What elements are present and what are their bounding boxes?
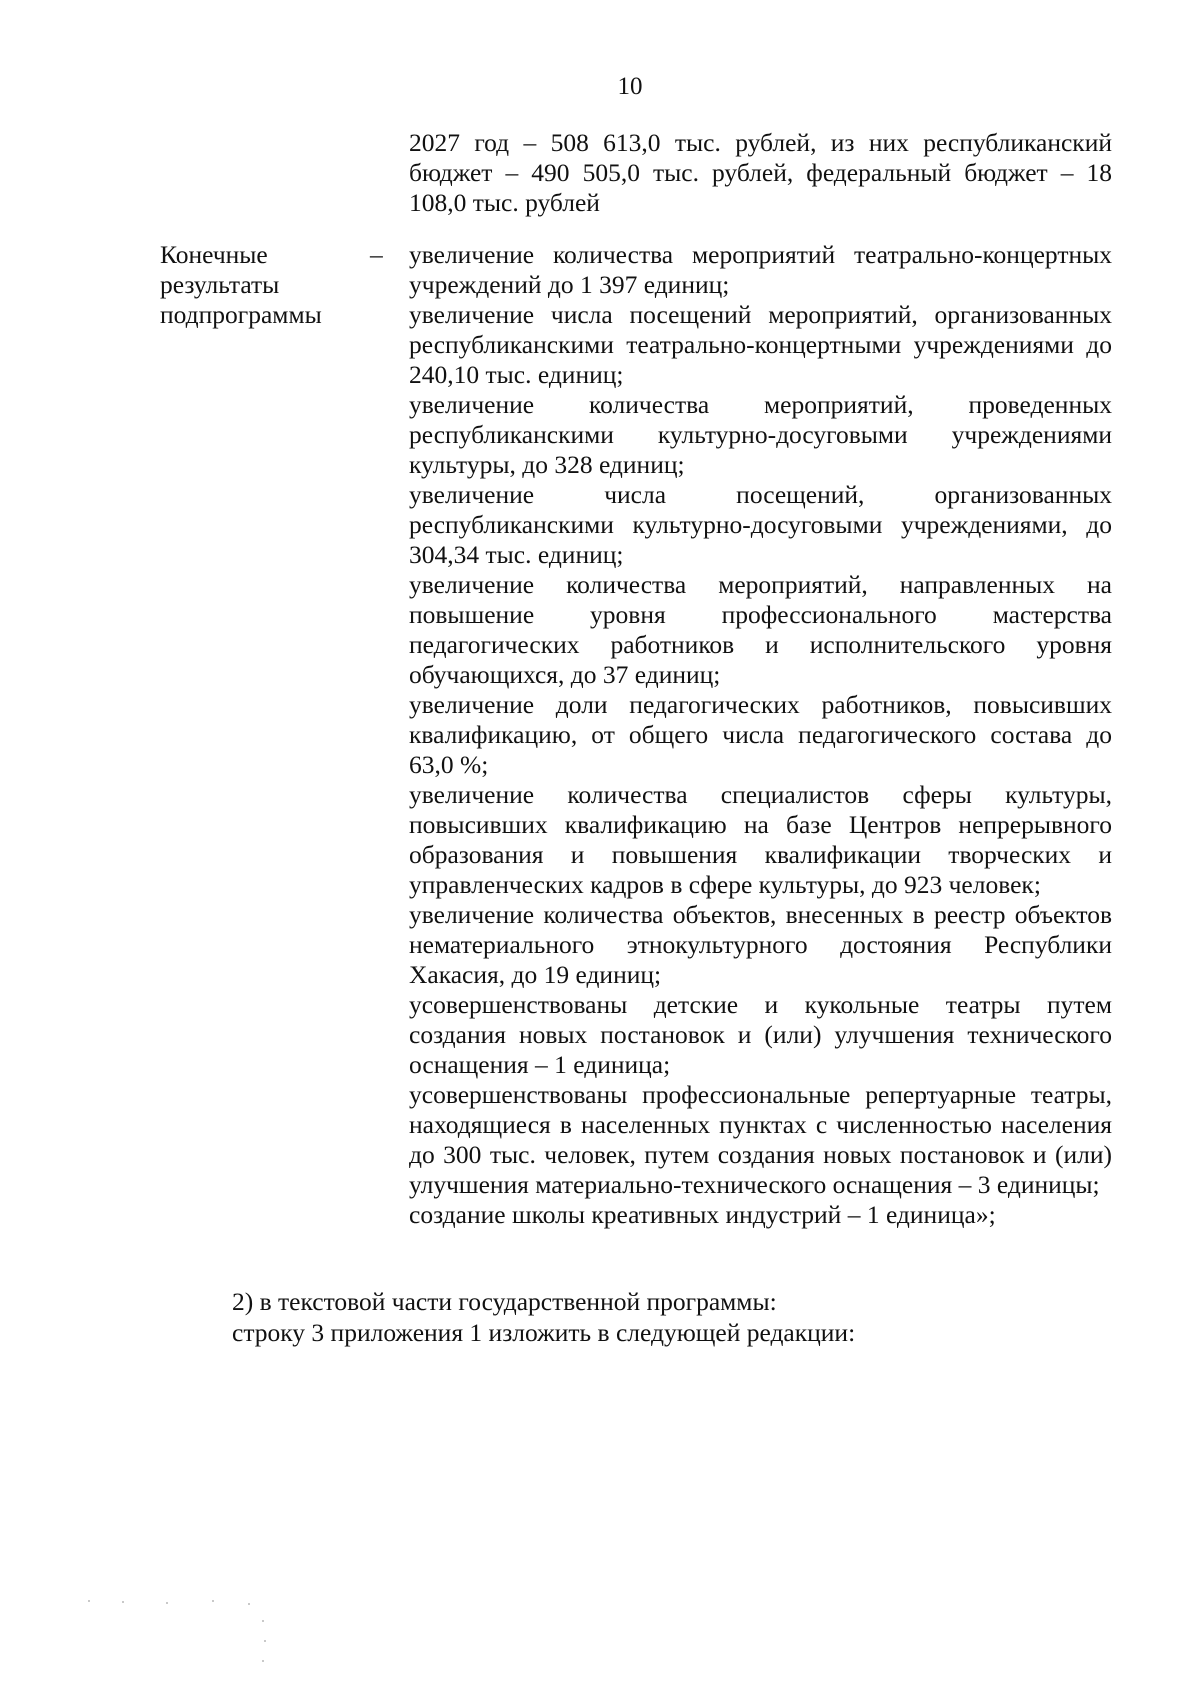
body-paragraph: 2) в текстовой части государственной программы: (232, 1287, 777, 1316)
scan-speck (122, 1601, 124, 1603)
result-item: увеличение количества мероприятий, проведенных республиканскими культурно-досуговыми учреждениями культуры, до 328 единиц; (409, 390, 1112, 479)
result-item: создание школы креативных индустрий – 1 единица»; (409, 1200, 996, 1229)
scan-speck (262, 1620, 264, 1622)
result-item: увеличение количества мероприятий, направленных на повышение уровня профессионального мастерства педагогических работников и исполнительского уровня обучающихся, до 37 единиц; (409, 570, 1112, 689)
scan-speck (212, 1600, 214, 1602)
result-item: увеличение числа посещений мероприятий, организованных республиканскими театрально-концертными учреждениями до 240,10 тыс. единиц; (409, 300, 1112, 389)
result-item: увеличение доли педагогических работников, повысивших квалификацию, от общего числа педагогического состава до 63,0 %; (409, 690, 1112, 779)
result-item: увеличение числа посещений, организованных республиканскими культурно-досуговыми учреждениями, до 304,34 тыс. единиц; (409, 480, 1112, 569)
results-label-line: результаты (160, 270, 280, 299)
results-list (409, 240, 1112, 1230)
scan-speck (166, 1602, 168, 1604)
result-item: увеличение количества мероприятий театрально-концертных учреждений до 1 397 единиц; (409, 240, 1112, 299)
scan-speck (248, 1603, 250, 1605)
body-paragraph: строку 3 приложения 1 изложить в следующей редакции: (232, 1318, 856, 1347)
scan-speck (262, 1660, 264, 1662)
scan-speck (264, 1640, 266, 1642)
results-dash: – (370, 240, 383, 269)
page-number: 10 (617, 73, 643, 100)
result-item: усовершенствованы детские и кукольные театры путем создания новых постановок и (или) улучшения технического оснащения – 1 единица; (409, 990, 1112, 1079)
results-label (160, 240, 340, 330)
results-label-line: Конечные (160, 240, 268, 269)
scan-speck (88, 1600, 90, 1602)
result-item: увеличение количества объектов, внесенных в реестр объектов нематериального этнокультурного достояния Республики Хакасия, до 19 единиц; (409, 900, 1112, 989)
results-label-line: подпрограммы (160, 300, 322, 329)
result-item: увеличение количества специалистов сферы культуры, повысивших квалификацию на базе Центров непрерывного образования и повышения квалификации творческих и управленческих кадров в сфере культуры, до 923 человек; (409, 780, 1112, 899)
funding-paragraph: 2027 год – 508 613,0 тыс. рублей, из них республиканский бюджет – 490 505,0 тыс. рублей, федеральный бюджет – 18 108,0 тыс. рублей (409, 128, 1112, 217)
body-text (232, 1286, 1112, 1348)
result-item: усовершенствованы профессиональные репертуарные театры, находящиеся в населенных пунктах с численностью населения до 300 тыс. человек, путем создания новых постановок и (или) улучшения материально-технического оснащения – 3 единицы; (409, 1080, 1112, 1199)
